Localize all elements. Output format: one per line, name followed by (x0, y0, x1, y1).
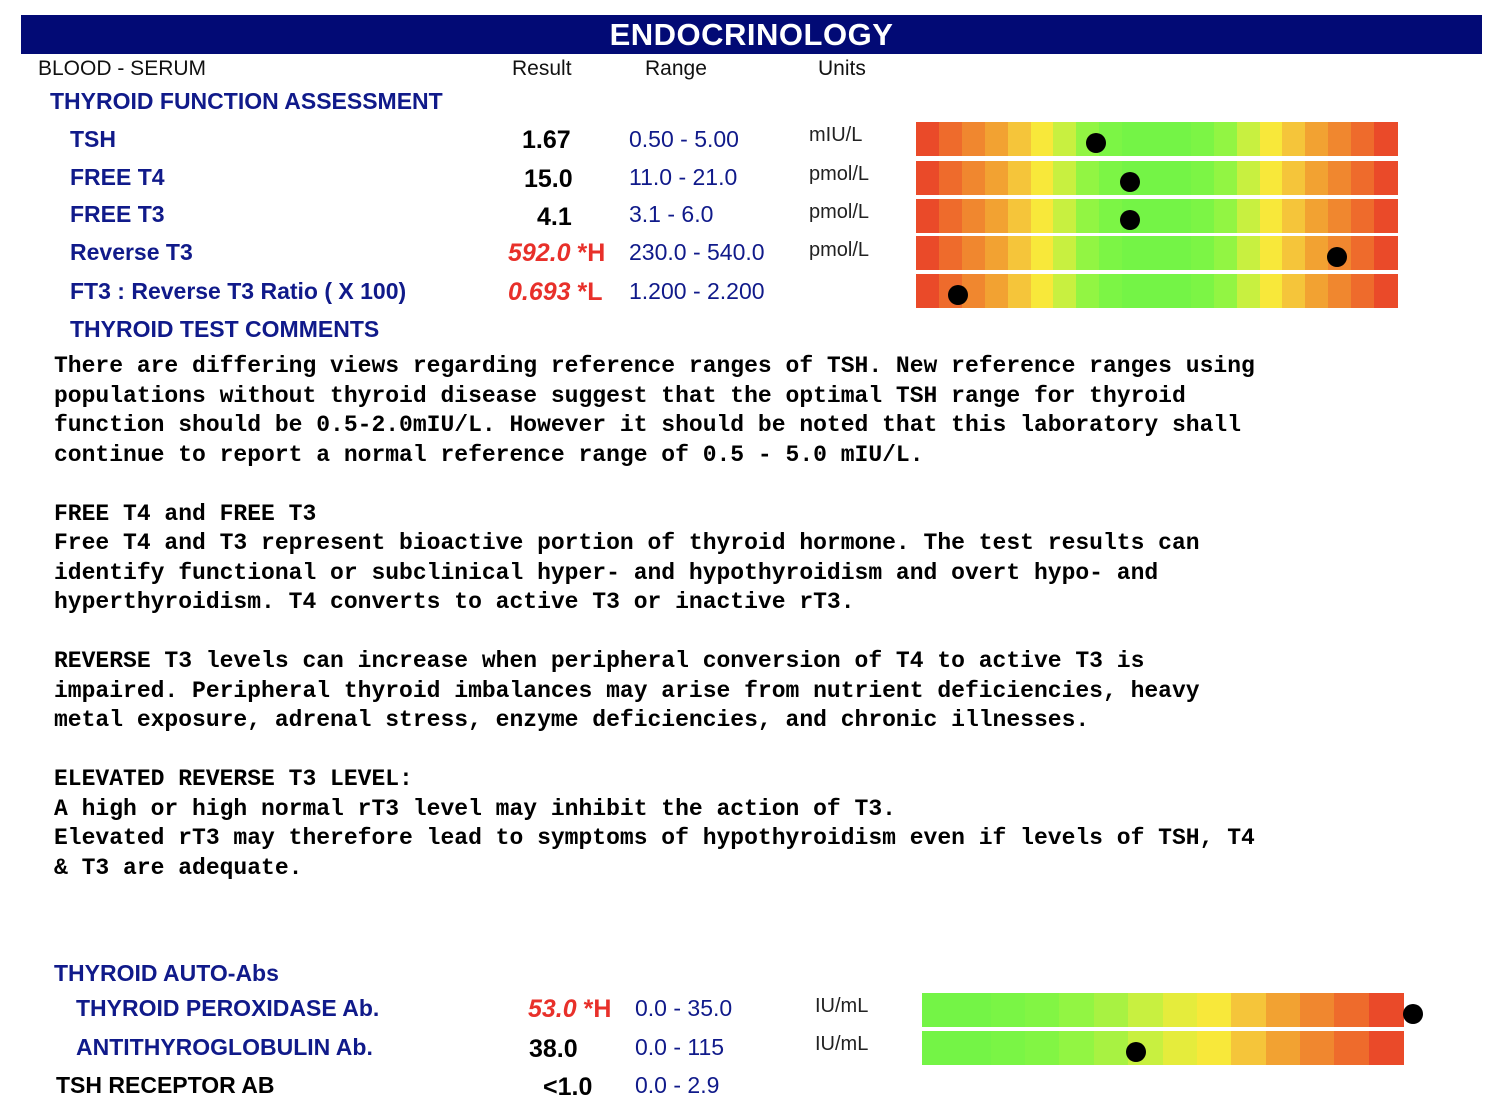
gauge-segment (1300, 1031, 1318, 1065)
test-result: <1.0 (543, 1073, 593, 1101)
result-marker-dot (1126, 1042, 1146, 1062)
gauge-segment (1351, 993, 1369, 1027)
test-name: TSH (70, 126, 116, 152)
test-units: IU/mL (815, 1033, 869, 1055)
gauge-segment (1334, 1031, 1352, 1065)
gauge-segment (1266, 993, 1284, 1027)
test-range: 0.0 - 2.9 (635, 1072, 720, 1098)
gauge-segment (1197, 993, 1215, 1027)
gauge-segment (1163, 993, 1181, 1027)
range-gauge-bar (922, 1031, 1403, 1065)
gauge-segment (922, 1031, 940, 1065)
thyroid-comments-text: There are differing views regarding reference ranges of TSH. New reference ranges using populations without thyroid disease suggest that the optimal TSH range for thyroid function should be 0.5-2.0mIU/L. However it should be noted that this laboratory shall continue to report a normal reference range of 0.5 - 5.0 mIU/L. FREE T4 and FREE T3 Free T4 and T3 represent bioactive portion of thyroid hormone. The test results can identify functional or subclinical hyper- and hypothyroidism and overt hypo- and hyperthyroidism. T4 converts to active T3 or inactive rT3. REVERSE T3 levels can increase when peripheral conversion of T4 to active T3 is impaired. Peripheral thyroid imbalances may arise from nutrient deficiencies, heavy metal exposure, adrenal stress, enzyme deficiencies, and chronic illnesses. ELEVATED REVERSE T3 LEVEL: A high or high normal rT3 level may inhibit the action of T3. Elevated rT3 may therefore lead to symptoms of hypothyroidism even if levels of TSH, T4 & T3 are adequate. (54, 353, 1255, 881)
gauge-segment (1386, 993, 1404, 1027)
gauge-segment (1369, 1031, 1387, 1065)
gauge-segment (1111, 993, 1129, 1027)
test-result: 15.0 (524, 165, 573, 193)
test-result: 4.1 (537, 203, 572, 231)
gauge-segment (1351, 1031, 1369, 1065)
gauge-segment (922, 993, 940, 1027)
gauge-segment (1094, 1031, 1112, 1065)
gauge-segment (1283, 993, 1301, 1027)
test-name: ANTITHYROGLOBULIN Ab. (76, 1034, 373, 1060)
gauge-segment (1059, 1031, 1077, 1065)
gauge-segment (1248, 993, 1266, 1027)
test-range: 11.0 - 21.0 (629, 164, 738, 190)
test-units: IU/mL (815, 995, 869, 1017)
test-range: 0.0 - 35.0 (635, 995, 733, 1021)
gauge-segment (1300, 993, 1318, 1027)
thyroid-comments-title: THYROID TEST COMMENTS (70, 316, 380, 342)
range-gauge-bar (916, 122, 1397, 156)
test-result: 38.0 (529, 1035, 578, 1063)
gauge-segment (1386, 236, 1398, 270)
range-gauge-bar (916, 161, 1397, 195)
specimen-label: BLOOD - SERUM (38, 57, 207, 80)
gauge-segment (1008, 993, 1026, 1027)
gauge-segment (939, 993, 957, 1027)
range-gauge-bar (916, 274, 1397, 308)
gauge-segment (1163, 1031, 1181, 1065)
gauge-segment (956, 993, 974, 1027)
test-name: TSH RECEPTOR AB (56, 1072, 275, 1098)
gauge-segment (1214, 993, 1232, 1027)
test-range: 230.0 - 540.0 (629, 239, 765, 265)
thyroid-auto-abs-title: THYROID AUTO-Abs (54, 960, 279, 986)
gauge-segment (974, 1031, 992, 1065)
gauge-segment (1283, 1031, 1301, 1065)
range-gauge-bar (916, 236, 1397, 270)
test-name: FT3 : Reverse T3 Ratio ( X 100) (70, 278, 407, 304)
gauge-segment (1369, 993, 1387, 1027)
gauge-segment (1008, 1031, 1026, 1065)
gauge-segment (1077, 993, 1095, 1027)
gauge-segment (1094, 993, 1112, 1027)
test-units: pmol/L (809, 201, 870, 223)
result-column-header: Result (512, 57, 572, 80)
test-result: 592.0 *H (508, 239, 606, 267)
gauge-segment (1059, 993, 1077, 1027)
gauge-segment (956, 1031, 974, 1065)
test-result: 1.67 (522, 126, 571, 154)
gauge-segment (939, 1031, 957, 1065)
gauge-segment (1077, 1031, 1095, 1065)
gauge-segment (1214, 1031, 1232, 1065)
result-marker-dot (948, 285, 968, 305)
gauge-segment (1317, 993, 1335, 1027)
gauge-segment (991, 993, 1009, 1027)
thyroid-function-title: THYROID FUNCTION ASSESSMENT (50, 88, 443, 114)
test-range: 1.200 - 2.200 (629, 278, 765, 304)
range-column-header: Range (645, 57, 707, 80)
gauge-segment (1180, 993, 1198, 1027)
gauge-segment (1231, 1031, 1249, 1065)
test-units: pmol/L (809, 163, 870, 185)
units-column-header: Units (818, 57, 866, 80)
gauge-segment (1386, 199, 1398, 233)
range-gauge-bar (916, 199, 1397, 233)
test-units: pmol/L (809, 239, 870, 261)
abnormal-flag: *H (583, 995, 612, 1023)
test-name: THYROID PEROXIDASE Ab. (76, 995, 380, 1021)
test-name: FREE T3 (70, 201, 165, 227)
test-result: 0.693 *L (508, 278, 603, 306)
gauge-segment (1180, 1031, 1198, 1065)
test-range: 0.50 - 5.00 (629, 126, 739, 152)
gauge-segment (1231, 993, 1249, 1027)
gauge-segment (1128, 993, 1146, 1027)
gauge-segment (1145, 993, 1163, 1027)
gauge-segment (1025, 993, 1043, 1027)
range-gauge-bar (922, 993, 1403, 1027)
test-result: 53.0 *H (528, 995, 612, 1023)
result-marker-dot (1120, 172, 1140, 192)
gauge-segment (1248, 1031, 1266, 1065)
test-units: mIU/L (809, 124, 863, 146)
gauge-segment (1386, 274, 1398, 308)
gauge-segment (1334, 993, 1352, 1027)
result-marker-dot (1327, 247, 1347, 267)
gauge-segment (1042, 1031, 1060, 1065)
gauge-segment (974, 993, 992, 1027)
gauge-segment (1386, 122, 1398, 156)
gauge-segment (1386, 161, 1398, 195)
gauge-segment (1197, 1031, 1215, 1065)
gauge-segment (1386, 1031, 1404, 1065)
gauge-segment (1266, 1031, 1284, 1065)
abnormal-flag: *L (577, 278, 603, 306)
test-name: FREE T4 (70, 164, 165, 190)
result-marker-dot (1403, 1004, 1423, 1024)
abnormal-flag: *H (577, 239, 606, 267)
gauge-segment (1317, 1031, 1335, 1065)
gauge-segment (1025, 1031, 1043, 1065)
gauge-segment (1145, 1031, 1163, 1065)
test-name: Reverse T3 (70, 239, 193, 265)
test-range: 3.1 - 6.0 (629, 201, 714, 227)
section-header: ENDOCRINOLOGY (21, 15, 1482, 54)
test-range: 0.0 - 115 (635, 1034, 725, 1060)
gauge-segment (1042, 993, 1060, 1027)
result-marker-dot (1120, 210, 1140, 230)
gauge-segment (991, 1031, 1009, 1065)
